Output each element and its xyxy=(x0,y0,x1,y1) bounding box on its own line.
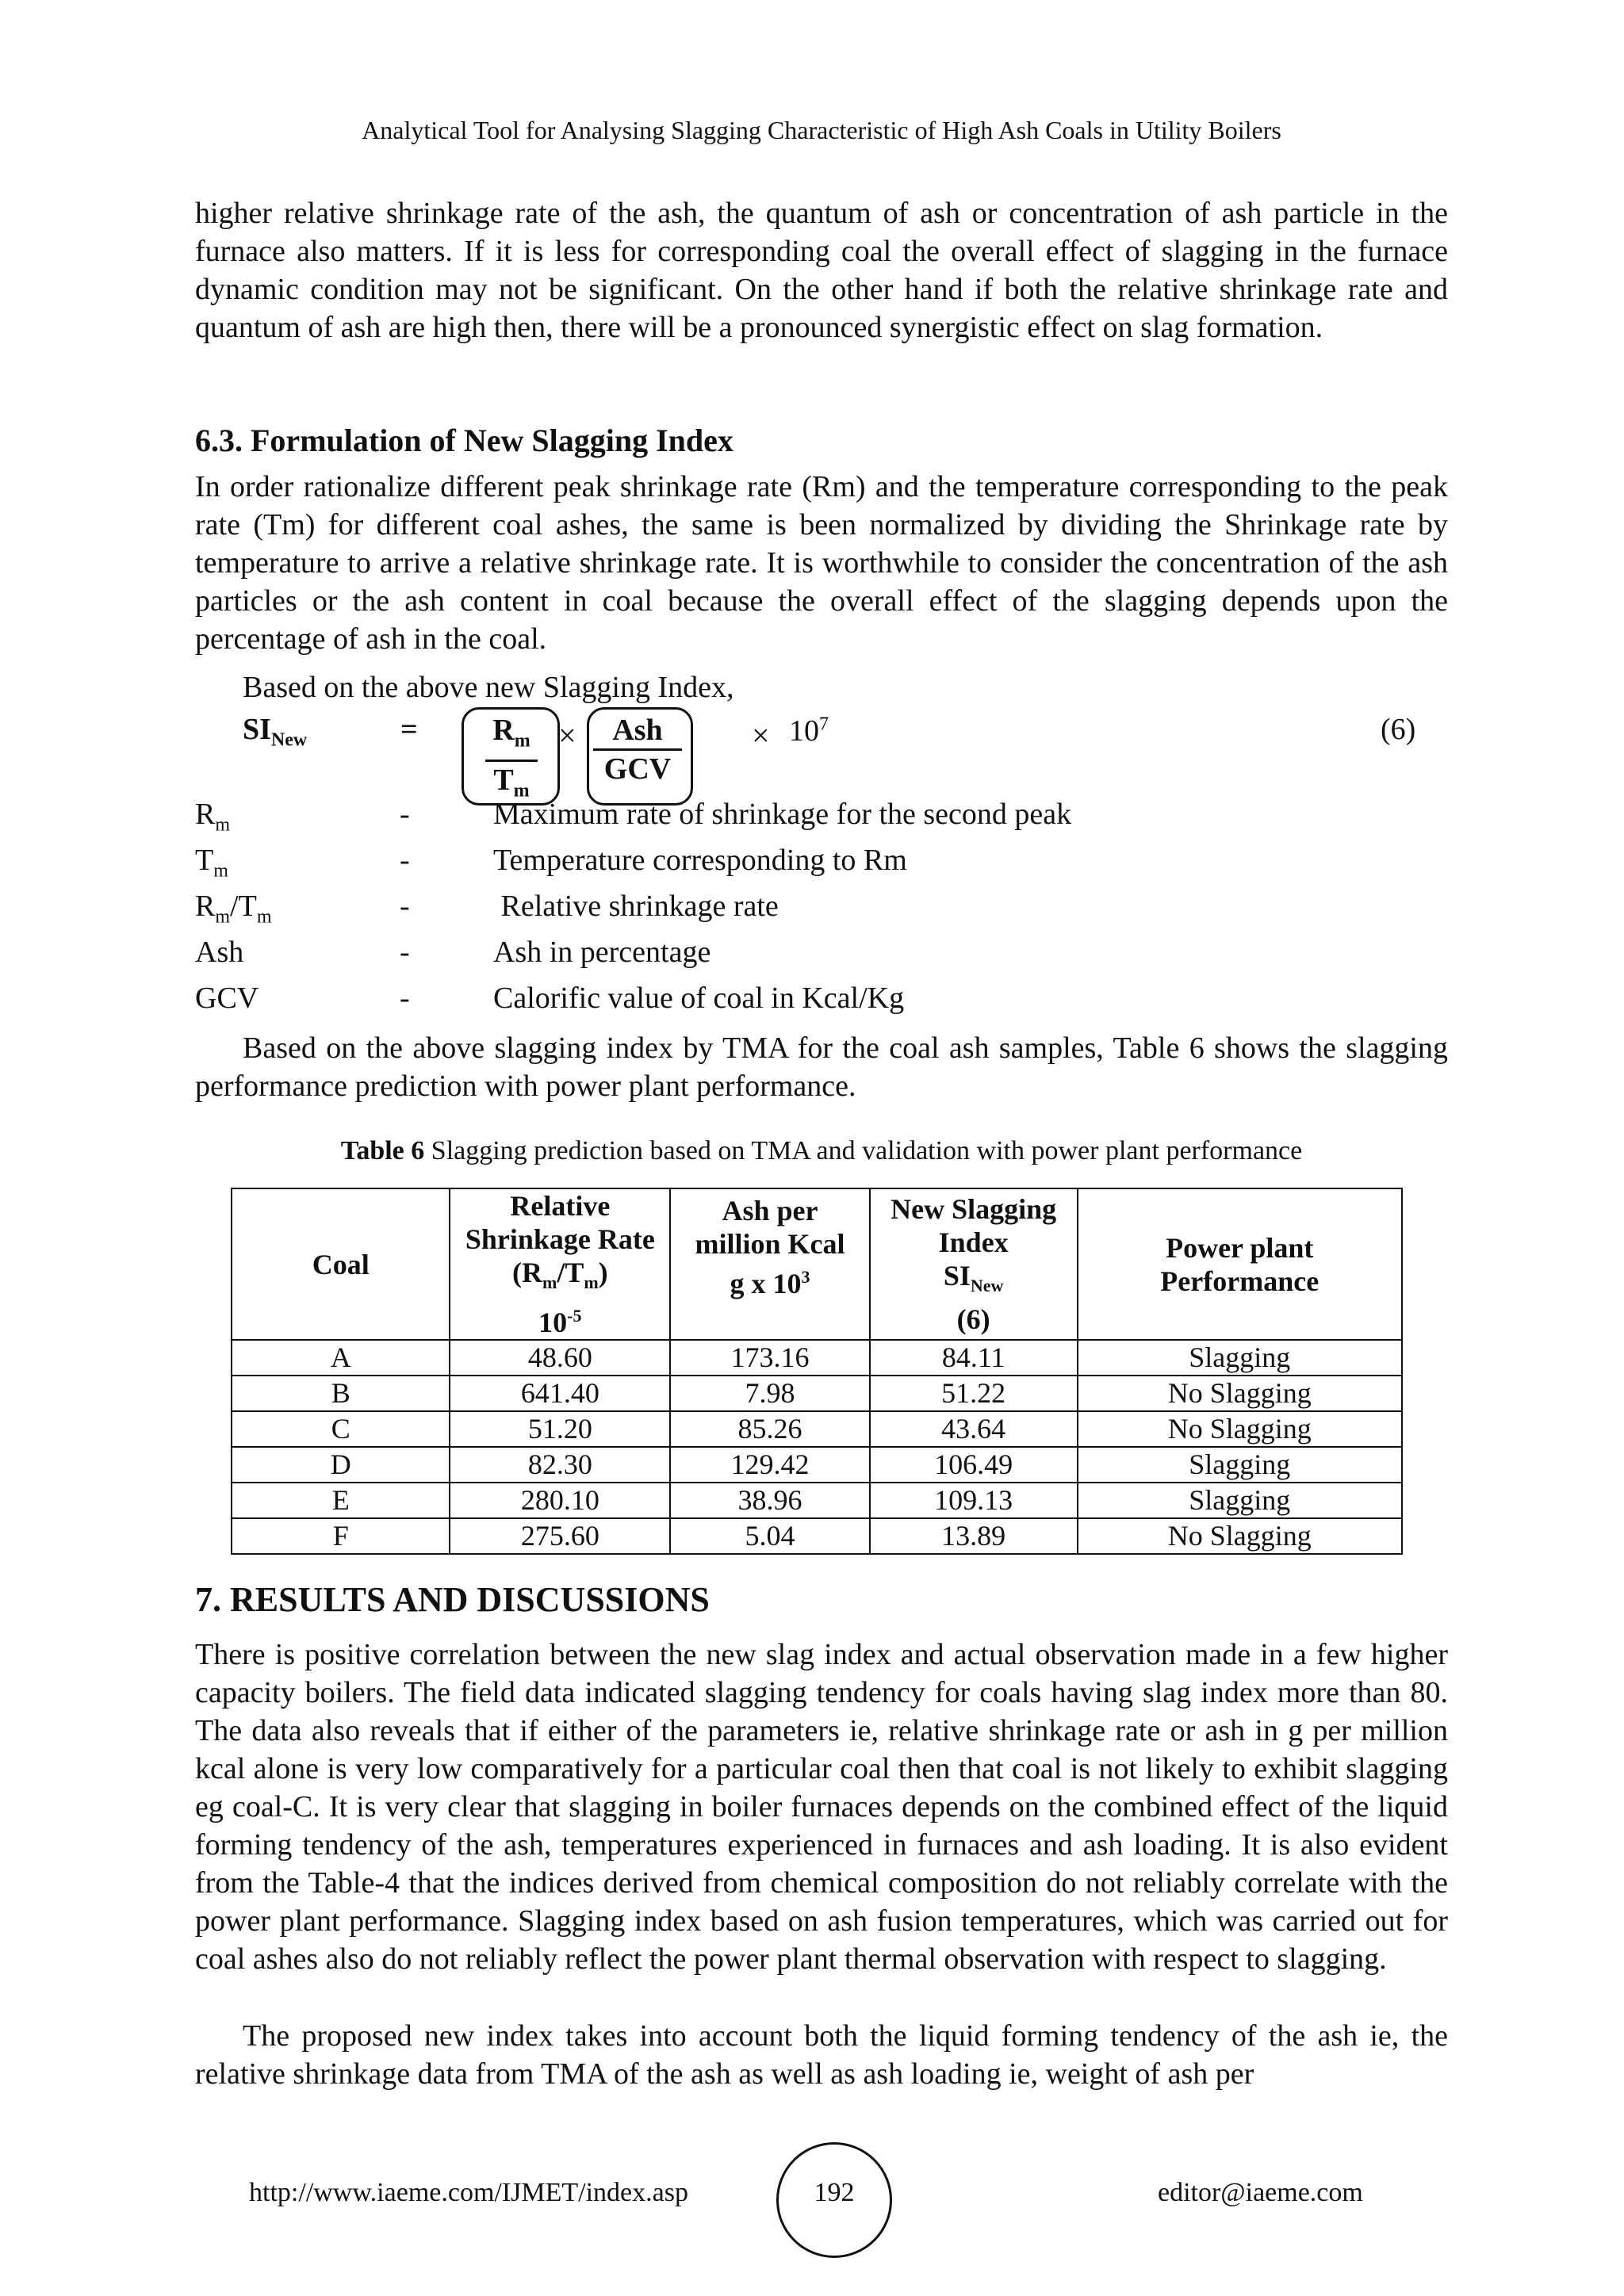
header-line: Index xyxy=(938,1226,1009,1258)
cell-si-new: 106.49 xyxy=(870,1447,1078,1483)
footer-email-link[interactable]: editor@iaeme.com xyxy=(1158,2178,1363,2207)
sym-sub-2: m xyxy=(256,906,272,928)
cell-coal: E xyxy=(232,1483,450,1518)
fraction-denominator-gcv: GCV xyxy=(603,752,672,786)
definition-text: Relative shrinkage rate xyxy=(493,890,779,923)
header-line: New Slagging xyxy=(891,1193,1057,1225)
tm-symbol: T xyxy=(493,763,514,797)
header-sub: New xyxy=(970,1276,1004,1296)
section-7-heading: 7. RESULTS AND DISCUSSIONS xyxy=(195,1580,710,1619)
cell-si-new: 51.22 xyxy=(870,1376,1078,1411)
cell-coal: D xyxy=(232,1447,450,1483)
definition-text: Ash in percentage xyxy=(493,936,711,969)
definition-rm-tm xyxy=(195,889,1448,927)
header-line: Performance xyxy=(1160,1265,1320,1297)
definition-text: Calorific value of coal in Kcal/Kg xyxy=(493,982,905,1015)
definition-text: Temperature corresponding to Rm xyxy=(493,844,907,877)
fraction-rm-tm xyxy=(485,712,538,809)
definition-gcv xyxy=(195,981,1448,1019)
tm-subscript: m xyxy=(513,780,530,802)
header-part: (R xyxy=(512,1257,542,1288)
sym-sub: m xyxy=(215,906,231,928)
header-part: 10 xyxy=(538,1307,568,1339)
cell-ash: 5.04 xyxy=(670,1518,870,1554)
fraction-numerator xyxy=(485,712,538,762)
paragraph-continuation: higher relative shrinkage rate of the ash, the quantum of ash or concentration of ash particle in the furnace also matters. If it is less for corresponding coal the overall effect of slagging in the furnace dynamic condition may not be significant. On the other hand if both the relative shrinkage rate and quantum of ash are high then, there will be a pronounced synergistic effect on slag formation. xyxy=(195,197,1448,344)
definition-symbol: GCV xyxy=(195,982,259,1015)
cell-relative-shrinkage: 51.20 xyxy=(450,1411,670,1447)
col-header-new-slagging-index xyxy=(870,1188,1078,1340)
sym-main: T xyxy=(195,844,214,877)
definition-symbol xyxy=(195,797,230,836)
cell-relative-shrinkage: 275.60 xyxy=(450,1518,670,1554)
paragraph-table-intro: Based on the above slagging index by TMA for the coal ash samples, Table 6 shows the slagging performance prediction with power plant performance. xyxy=(195,1031,1448,1103)
definition-tm xyxy=(195,843,1448,881)
col-header-ash-per-million-kcal xyxy=(670,1188,870,1340)
cell-ash: 7.98 xyxy=(670,1376,870,1411)
col-header-coal: Coal xyxy=(232,1188,450,1340)
cell-coal: C xyxy=(232,1411,450,1447)
cell-relative-shrinkage: 280.10 xyxy=(450,1483,670,1518)
footer-url-link[interactable]: http://www.iaeme.com/IJMET/index.asp xyxy=(249,2178,688,2207)
cell-performance: No Slagging xyxy=(1078,1376,1403,1411)
header-line: Power plant xyxy=(1166,1231,1314,1264)
table-caption xyxy=(195,1136,1448,1166)
definition-ash xyxy=(195,935,1448,973)
header-line: Shrinkage Rate xyxy=(465,1223,655,1255)
header-sub: m xyxy=(584,1272,599,1293)
table-header-row xyxy=(232,1188,1402,1340)
table-row xyxy=(232,1483,1402,1518)
sym-suffix: /T xyxy=(230,890,257,923)
equation-intro: Based on the above new Slagging Index, xyxy=(243,671,734,704)
col-header-relative-shrinkage xyxy=(450,1188,670,1340)
multiply-sign: × xyxy=(558,718,576,753)
equation-power-of-ten xyxy=(789,714,829,748)
fraction-numerator-ash: Ash xyxy=(593,712,682,751)
si-symbol: SI xyxy=(243,713,271,746)
table-row xyxy=(232,1376,1402,1411)
paragraph-results: There is positive correlation between the new slag index and actual observation made in a few higher capacity boilers. The field data indicated slagging tendency for coals having slag index more than 80. The data also reveals that if either of the parameters ie, relative shrinkage rate or ash in g per million kcal alone is very low comparatively for a particular coal then that coal is not likely to exhibit slagging eg coal-C. It is very clear that slagging in boiler furnaces depends on the combined effect of the liquid forming tendency of the ash, temperatures experienced in furnaces and ash loading. It is also evident from the Table-4 that the indices derived from chemical composition do not reliably correlate with the power plant performance. Slagging index based on ash fusion temperatures, which was carried out for coal ashes also do not reliably reflect the power plant thermal observation with respect to slagging. xyxy=(195,1638,1448,1976)
cell-coal: B xyxy=(232,1376,450,1411)
rm-subscript: m xyxy=(514,730,530,752)
header-line: million Kcal xyxy=(695,1228,845,1260)
cell-performance: Slagging xyxy=(1078,1340,1403,1376)
cell-relative-shrinkage: 641.40 xyxy=(450,1376,670,1411)
definition-dash: - xyxy=(400,936,410,969)
header-part: g x 10 xyxy=(730,1268,802,1299)
header-sup: -5 xyxy=(567,1306,582,1326)
ten: 10 xyxy=(789,714,819,748)
rm-symbol: R xyxy=(492,714,515,747)
section-6-3-heading: 6.3. Formulation of New Slagging Index xyxy=(195,423,733,458)
table-caption-text: Slagging prediction based on TMA and validation with power plant performance xyxy=(424,1136,1303,1165)
si-subscript: New xyxy=(270,729,308,751)
cell-si-new: 43.64 xyxy=(870,1411,1078,1447)
definition-dash: - xyxy=(400,798,410,831)
cell-performance: No Slagging xyxy=(1078,1411,1403,1447)
cell-performance: No Slagging xyxy=(1078,1518,1403,1554)
sym-sub: m xyxy=(215,814,231,836)
equation-number: (6) xyxy=(1381,713,1416,746)
equation-lhs xyxy=(243,712,307,752)
cell-relative-shrinkage: 48.60 xyxy=(450,1340,670,1376)
table-row xyxy=(232,1518,1402,1554)
cell-si-new: 109.13 xyxy=(870,1483,1078,1518)
fraction-ash-gcv xyxy=(593,712,682,787)
definition-dash: - xyxy=(400,982,410,1015)
header-sub: m xyxy=(542,1272,557,1293)
cell-coal: F xyxy=(232,1518,450,1554)
table-row xyxy=(232,1340,1402,1376)
sym-sub: m xyxy=(213,860,228,882)
cell-si-new: 84.11 xyxy=(870,1340,1078,1376)
table-row xyxy=(232,1411,1402,1447)
running-header: Analytical Tool for Analysing Slagging Characteristic of High Ash Coals in Utility Boilers xyxy=(362,116,1281,144)
definition-dash: - xyxy=(400,844,410,877)
cell-ash: 85.26 xyxy=(670,1411,870,1447)
multiply-sign-2: × xyxy=(752,718,770,753)
paragraph-proposed-index: The proposed new index takes into account both the liquid forming tendency of the ash ie, the relative shrinkage data from TMA of the ash as well as ash loading ie, weight of ash per xyxy=(195,2019,1448,2091)
definition-symbol: Ash xyxy=(195,936,244,969)
sym-main: R xyxy=(195,798,216,831)
page-number: 192 xyxy=(814,2178,855,2207)
definition-symbol xyxy=(195,843,228,882)
equation-equals: = xyxy=(400,713,418,746)
table-label: Table 6 xyxy=(340,1136,425,1165)
header-sup: 3 xyxy=(801,1267,810,1287)
cell-ash: 38.96 xyxy=(670,1483,870,1518)
header-part: (6) xyxy=(956,1303,990,1336)
header-part: /T xyxy=(557,1257,584,1288)
cell-coal: A xyxy=(232,1340,450,1376)
cell-relative-shrinkage: 82.30 xyxy=(450,1447,670,1483)
cell-si-new: 13.89 xyxy=(870,1518,1078,1554)
col-header-power-plant-performance xyxy=(1078,1188,1403,1340)
sym-main: R xyxy=(195,890,216,923)
header-part: ) xyxy=(598,1257,608,1288)
paragraph-formulation: In order rationalize different peak shrinkage rate (Rm) and the temperature corresponding to the peak rate (Tm) for different coal ashes, the same is been normalized by dividing the Shrinkage rate by temperature to arrive a relative shrinkage rate. It is worthwhile to consider the concentration of the ash particles or the ash content in coal because the overall effect of the slagging depends upon the percentage of ash in the coal. xyxy=(195,470,1448,656)
exponent: 7 xyxy=(819,714,829,735)
cell-ash: 173.16 xyxy=(670,1340,870,1376)
definition-symbol xyxy=(195,889,271,928)
header-line: Ash per xyxy=(722,1195,818,1226)
cell-performance: Slagging xyxy=(1078,1447,1403,1483)
slagging-table xyxy=(231,1188,1403,1555)
cell-ash: 129.42 xyxy=(670,1447,870,1483)
cell-performance: Slagging xyxy=(1078,1483,1403,1518)
header-line: Relative xyxy=(510,1190,611,1222)
definition-text: Maximum rate of shrinkage for the second peak xyxy=(493,798,1072,831)
header-part: SI xyxy=(943,1260,971,1292)
definition-dash: - xyxy=(400,890,410,923)
definition-rm xyxy=(195,797,1448,835)
table-row xyxy=(232,1447,1402,1483)
